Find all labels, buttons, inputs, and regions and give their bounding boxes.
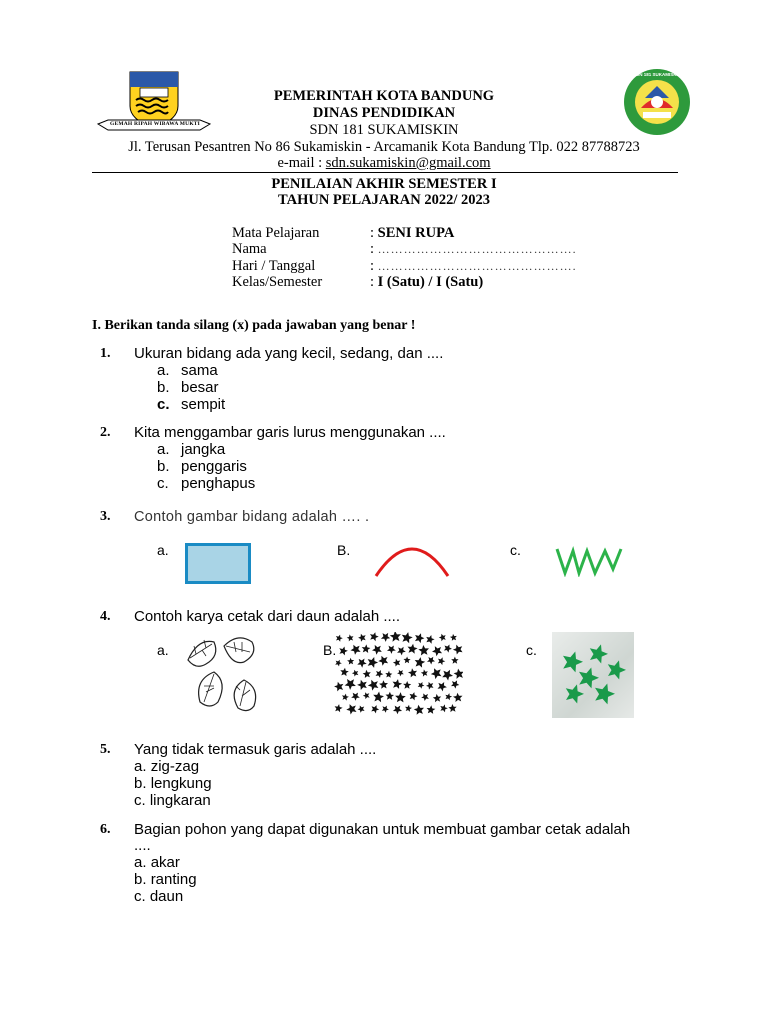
left-logo-motto: GEMAH RIPAH WIBAWA MUKTI [110, 121, 201, 127]
print-star [393, 679, 403, 689]
print-star [421, 669, 428, 676]
print-star [440, 704, 448, 712]
image-option-label-a[interactable]: a. [157, 642, 169, 658]
rectangle-shape-image[interactable] [185, 543, 251, 584]
print-star [379, 680, 388, 689]
right-logo-text: SDN 181 SUKAMISKIN [632, 72, 681, 77]
black-stars-print-image[interactable] [333, 632, 463, 716]
option-a[interactable] [157, 362, 218, 379]
print-star [358, 634, 366, 642]
print-star [342, 694, 349, 701]
option-letter: b. [157, 379, 170, 396]
option-a[interactable] [134, 758, 199, 775]
option-c[interactable] [157, 475, 255, 492]
print-star [438, 657, 446, 665]
option-b[interactable] [157, 379, 219, 396]
print-star [397, 647, 406, 656]
option-text: lengkung [150, 775, 212, 792]
question-text: Contoh gambar bidang adalah …. . [134, 509, 370, 525]
question-text-continued: .... [134, 837, 151, 854]
print-star [418, 645, 429, 656]
header-email-link[interactable]: sdn.sukamiskin@gmail.com [325, 155, 491, 171]
identity-name-blank[interactable]: ………………………………………. [377, 242, 577, 256]
option-b[interactable] [134, 871, 197, 888]
print-star [340, 668, 349, 676]
print-star [385, 671, 392, 678]
option-letter: b. [134, 775, 147, 792]
question-text: Ukuran bidang ada yang kecil, sedang, dan .... [134, 345, 444, 362]
print-star [347, 634, 354, 641]
option-a[interactable] [157, 441, 225, 458]
print-star [393, 706, 402, 715]
print-star [448, 704, 456, 712]
print-star [432, 646, 442, 656]
question-number: 2. [100, 425, 111, 440]
option-text: jangka [181, 441, 226, 458]
print-star [397, 670, 404, 677]
print-star [453, 693, 463, 702]
option-text: daun [149, 888, 184, 905]
print-star [454, 669, 463, 679]
print-star [590, 644, 608, 663]
header-email-line [0, 155, 768, 172]
print-star [579, 668, 599, 689]
option-letter: b. [134, 871, 147, 888]
option-text: besar [181, 379, 219, 396]
print-star [335, 704, 343, 712]
header-department: DINAS PENDIDIKAN [312, 105, 456, 121]
print-star [363, 670, 371, 678]
print-star [427, 705, 436, 714]
option-letter: a. [134, 758, 147, 775]
print-star [408, 668, 417, 677]
header-email-label: e-mail : [277, 155, 326, 171]
print-star [418, 682, 425, 689]
print-star [566, 684, 584, 703]
exam-title: PENILAIAN AKHIR SEMESTER I [271, 176, 497, 192]
option-c[interactable] [134, 792, 211, 809]
identity-sep: : [370, 258, 378, 274]
print-star [595, 684, 615, 705]
option-b[interactable] [134, 775, 212, 792]
option-letter: a. [134, 854, 147, 871]
print-star [370, 632, 379, 641]
print-star [390, 632, 401, 642]
option-a[interactable] [134, 854, 180, 871]
print-star [358, 706, 365, 713]
question-text: Contoh karya cetak dari daun adalah .... [134, 608, 401, 625]
identity-label: Nama [232, 241, 267, 257]
print-star [393, 659, 401, 667]
question-number: 4. [100, 609, 111, 624]
print-star [415, 633, 424, 643]
identity-label: Kelas/Semester [232, 274, 323, 290]
print-star [438, 682, 447, 691]
print-star [421, 693, 429, 701]
print-star [335, 660, 342, 667]
option-letter: b. [157, 458, 170, 475]
option-letter: c. [134, 888, 146, 905]
identity-date-blank[interactable]: ………………………………………. [377, 259, 577, 273]
print-star [373, 692, 384, 703]
print-star [368, 657, 378, 668]
print-star [387, 646, 396, 654]
print-star [334, 682, 343, 692]
print-star [608, 660, 626, 679]
print-star [336, 635, 343, 642]
print-star [410, 692, 418, 700]
print-star [386, 692, 395, 700]
section-instruction: I. Berikan tanda silang (x) pada jawaban yang benar ! [92, 318, 416, 333]
option-text: penggaris [181, 458, 247, 475]
print-star [563, 652, 583, 673]
print-star [426, 682, 434, 690]
print-star [372, 645, 382, 655]
option-text: penghapus [181, 475, 256, 492]
identity-value-class: I (Satu) / I (Satu) [377, 274, 484, 290]
print-star [451, 680, 459, 688]
print-star [414, 705, 424, 715]
arc-line-image[interactable] [372, 540, 452, 578]
header-school: SDN 181 SUKAMISKIN [309, 122, 459, 138]
print-star [371, 705, 379, 713]
option-c[interactable] [134, 888, 183, 905]
print-star [362, 644, 371, 653]
print-star [450, 634, 457, 641]
identity-sep: : [370, 225, 378, 241]
option-letter: a. [157, 362, 170, 379]
print-star [382, 706, 389, 713]
identity-row-name [232, 241, 577, 258]
option-letter: a. [157, 441, 170, 458]
print-star [408, 644, 418, 654]
print-star [347, 658, 354, 665]
print-star [346, 704, 356, 714]
print-star [427, 657, 435, 665]
question-number: 5. [100, 742, 111, 757]
print-star [395, 692, 406, 702]
leaf-print-image[interactable] [180, 632, 272, 714]
print-star [404, 657, 411, 664]
identity-value-subject: SENI RUPA [377, 225, 455, 241]
option-text: lingkaran [149, 792, 211, 809]
print-star [352, 670, 359, 677]
print-star [451, 657, 458, 664]
question-text: Yang tidak termasuk garis adalah .... [134, 741, 377, 758]
print-star [453, 645, 463, 655]
option-letter: c. [157, 475, 169, 492]
print-star [351, 645, 361, 655]
exam-year: TAHUN PELAJARAN 2022/ 2023 [278, 192, 490, 208]
identity-label: Hari / Tanggal [232, 258, 316, 274]
print-star [402, 632, 413, 643]
header-government: PEMERINTAH KOTA BANDUNG [273, 88, 495, 104]
print-star [357, 659, 366, 668]
identity-sep: : [370, 241, 378, 257]
identity-sep: : [370, 274, 378, 290]
print-star [368, 680, 379, 691]
print-star [363, 692, 370, 699]
question-number: 3. [100, 509, 111, 524]
option-text: sempit [181, 396, 226, 413]
image-option-label-c[interactable]: c. [526, 642, 537, 658]
print-star [426, 635, 434, 644]
identity-row-class [232, 274, 483, 291]
question-number: 1. [100, 346, 111, 361]
question-text: Kita menggambar garis lurus menggunakan .... [134, 424, 446, 441]
print-star [433, 694, 441, 702]
image-option-label-c[interactable]: c. [510, 542, 521, 558]
option-text: ranting [150, 871, 197, 888]
print-star [439, 634, 446, 641]
print-star [444, 645, 452, 653]
image-option-label-b[interactable]: B. [323, 642, 337, 658]
header-divider [92, 172, 678, 173]
green-stars-print-image[interactable] [552, 632, 634, 718]
print-star [339, 647, 348, 656]
print-star [405, 705, 412, 712]
print-star [357, 680, 367, 690]
option-b[interactable] [157, 458, 247, 475]
print-star [351, 693, 360, 701]
print-star [442, 670, 453, 681]
image-option-label-a[interactable]: a. [157, 542, 169, 558]
print-star [431, 668, 442, 679]
image-option-label-b[interactable]: B. [337, 542, 351, 558]
option-letter: c. [134, 792, 146, 809]
print-star [376, 670, 384, 678]
print-star [445, 693, 452, 700]
print-star [403, 681, 411, 689]
question-number: 6. [100, 822, 111, 837]
option-c[interactable] [157, 396, 225, 413]
print-star [378, 656, 388, 666]
print-star [415, 657, 426, 668]
option-text: akar [150, 854, 180, 871]
option-text: sama [181, 362, 218, 379]
option-letter: c. [157, 396, 170, 413]
identity-row-subject [232, 225, 454, 242]
question-text: Bagian pohon yang dapat digunakan untuk membuat gambar cetak adalah [134, 821, 631, 838]
option-text: zig-zag [150, 758, 200, 775]
header-address: Jl. Terusan Pesantren No 86 Sukamiskin - Arcamanik Kota Bandung Tlp. 022 87788723 [128, 139, 640, 155]
print-star [381, 633, 390, 642]
zigzag-line-image[interactable] [555, 545, 625, 577]
identity-row-date [232, 258, 577, 275]
print-star [345, 679, 356, 690]
identity-label: Mata Pelajaran [232, 225, 320, 241]
